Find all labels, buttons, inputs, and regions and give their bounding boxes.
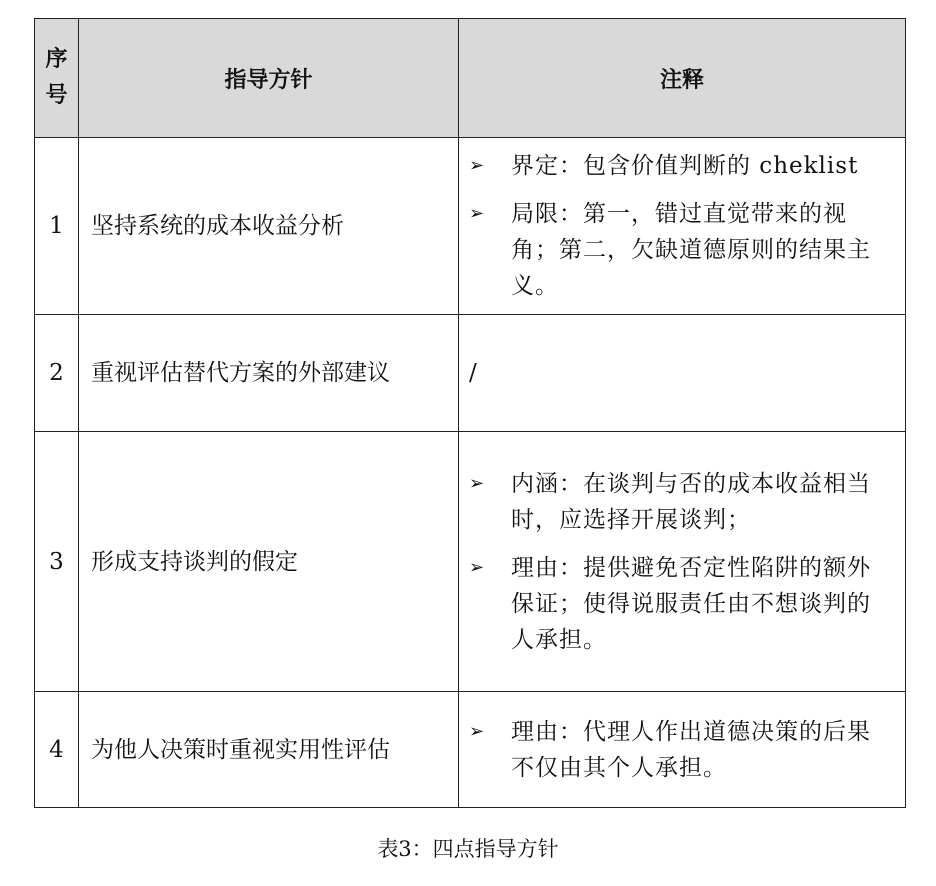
row-notes: / <box>459 315 906 432</box>
arrow-bullet-icon: ➢ <box>469 203 485 224</box>
row-notes <box>459 432 906 692</box>
header-notes: 注释 <box>459 19 906 138</box>
row-index: 4 <box>35 692 79 808</box>
note-bullet <box>469 550 893 658</box>
header-index-label: 序号 <box>45 47 68 108</box>
arrow-bullet-icon: ➢ <box>469 155 485 176</box>
table-caption: 表3：四点指导方针 <box>377 837 559 861</box>
arrow-bullet-icon: ➢ <box>469 720 485 742</box>
table-row <box>35 138 906 315</box>
row-notes <box>459 692 906 808</box>
note-bullet <box>469 148 893 184</box>
note-text: 内涵：在谈判与否的成本收益相当时，应选择开展谈判； <box>511 470 871 533</box>
row-guideline: 为他人决策时重视实用性评估 <box>79 692 459 808</box>
row-index: 1 <box>35 138 79 315</box>
note-text: 理由：提供避免否定性陷阱的额外保证；使得说服责任由不想谈判的人承担。 <box>511 554 871 653</box>
note-bullet <box>469 466 893 538</box>
table-row <box>35 315 906 432</box>
header-index <box>35 19 79 138</box>
table-row <box>35 692 906 808</box>
table-header-row <box>35 19 906 138</box>
row-notes <box>459 138 906 315</box>
note-text: 界定：包含价值判断的 cheklist <box>511 153 859 179</box>
row-guideline: 重视评估替代方案的外部建议 <box>79 315 459 432</box>
note-text: 局限：第一，错过直觉带来的视角；第二，欠缺道德原则的结果主义。 <box>511 201 871 299</box>
row-guideline: 形成支持谈判的假定 <box>79 432 459 692</box>
guideline-table <box>34 18 906 808</box>
arrow-bullet-icon: ➢ <box>469 556 485 578</box>
guideline-table-container <box>34 18 905 808</box>
header-guideline: 指导方针 <box>79 19 459 138</box>
row-guideline: 坚持系统的成本收益分析 <box>79 138 459 315</box>
row-index: 3 <box>35 432 79 692</box>
note-text: 理由：代理人作出道德决策的后果不仅由其个人承担。 <box>511 718 871 781</box>
table-row <box>35 432 906 692</box>
note-bullet <box>469 196 893 304</box>
row-index: 2 <box>35 315 79 432</box>
note-bullet <box>469 714 893 786</box>
arrow-bullet-icon: ➢ <box>469 472 485 494</box>
